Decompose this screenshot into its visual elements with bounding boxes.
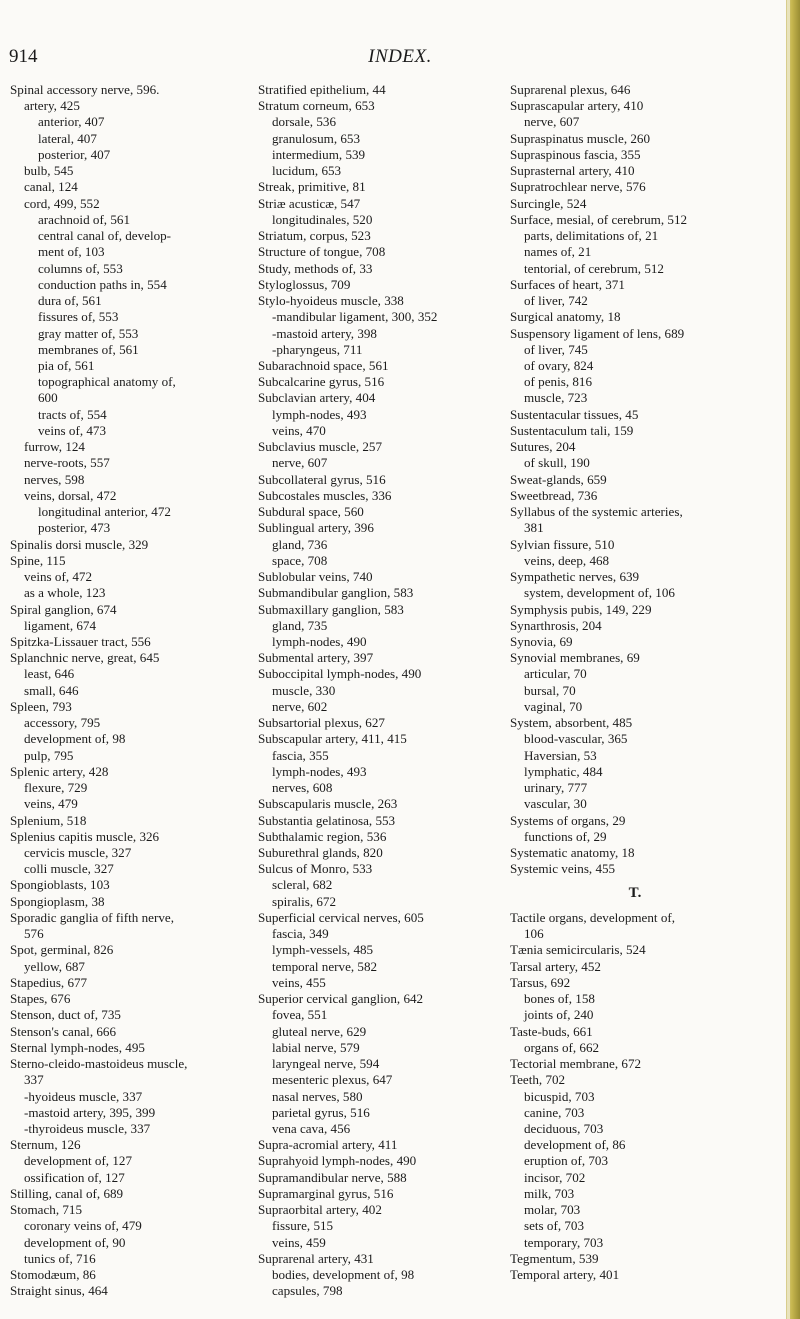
index-entry: Sublingual artery, 396 [258,520,374,536]
index-entry: Spongioplasm, 38 [10,893,105,909]
index-subentry: ossification of, 127 [24,1169,125,1185]
index-subentry: nerves, 608 [272,780,333,796]
index-entry: Spot, germinal, 826 [10,942,114,958]
index-subentry: flexure, 729 [24,780,88,796]
index-subentry: labial nerve, 579 [272,1039,360,1055]
index-subentry: lymphatic, 484 [524,763,603,779]
index-entry: Subscapular artery, 411, 415 [258,731,407,747]
index-subentry: names of, 21 [524,244,592,260]
index-entry: Spinal accessory nerve, 596. [10,82,160,97]
index-entry: Systematic anatomy, 18 [510,845,635,861]
index-entry: Symphysis pubis, 149, 229 [510,601,652,617]
index-subentry: posterior, 473 [38,520,111,536]
index-subentry: -mastoid artery, 395, 399 [24,1104,156,1120]
index-subentry: cervicis muscle, 327 [24,845,132,861]
index-subentry: fissure, 515 [272,1218,334,1234]
index-entry: Superior cervical ganglion, 642 [258,991,424,1007]
index-subentry: nerve, 607 [272,455,328,471]
index-entry: Tarsus, 692 [510,974,571,990]
index-subentry: development of, 90 [24,1234,126,1250]
index-subentry: scleral, 682 [272,877,333,893]
index-entry: Subcollateral gyrus, 516 [258,471,386,487]
index-entry: Taste-buds, 661 [510,1023,593,1039]
index-subentry: temporal nerve, 582 [272,958,378,974]
running-head: INDEX. [368,46,432,67]
index-entry: Submaxillary ganglion, 583 [258,601,404,617]
index-subentry: gray matter of, 553 [38,325,139,341]
index-entry: Straight sinus, 464 [10,1283,108,1299]
index-entry: Sternum, 126 [10,1137,81,1153]
index-entry: Stenson, duct of, 735 [10,1007,121,1023]
index-subentry: veins, 479 [24,796,78,812]
index-entry: Subthalamic region, 536 [258,828,387,844]
index-entry: System, absorbent, 485 [510,715,633,731]
index-entry: Subdural space, 560 [258,504,364,520]
index-entry: Synovial membranes, 69 [510,650,640,666]
index-entry: Stapes, 676 [10,991,71,1007]
index-entry: Stapedius, 677 [10,974,88,990]
index-subentry: tentorial, of cerebrum, 512 [524,260,664,276]
index-subentry: of penis, 816 [524,374,593,390]
index-entry: Sublobular veins, 740 [258,569,373,585]
index-entry: Sporadic ganglia of fifth nerve, [10,909,174,925]
index-subentry: gluteal nerve, 629 [272,1023,367,1039]
index-entry: Supramarginal gyrus, 516 [258,1185,394,1201]
index-subentry: system, development of, 106 [524,585,675,601]
index-subentry: lucidum, 653 [272,163,342,179]
index-entry: Stomach, 715 [10,1202,83,1218]
index-entry: Substantia gelatinosa, 553 [258,812,396,828]
index-entry: Spinalis dorsi muscle, 329 [10,536,149,552]
index-subentry: lymph-nodes, 490 [272,633,367,649]
index-entry: Superficial cervical nerves, 605 [258,909,424,925]
index-column-3 [510,82,780,1283]
index-subentry: pia of, 561 [38,357,95,373]
index-entry: Tegmentum, 539 [510,1250,599,1266]
index-subentry: conduction paths in, 554 [38,276,167,292]
index-subentry: joints of, 240 [524,1007,594,1023]
index-subentry: veins, dorsal, 472 [24,487,117,503]
index-subentry: development of, 86 [524,1137,626,1153]
index-entry: Splenic artery, 428 [10,763,109,779]
index-entry: Splanchnic nerve, great, 645 [10,650,160,666]
index-entry: Synovia, 69 [510,633,573,649]
index-subentry: 576 [24,926,44,942]
index-entry: Suprarenal plexus, 646 [510,82,631,97]
index-entry: Subclavius muscle, 257 [258,439,383,455]
index-subentry: ligament, 674 [24,617,97,633]
index-entry: Striæ acusticæ, 547 [258,195,361,211]
index-entry: Surfaces of heart, 371 [510,276,625,292]
index-subentry: arachnoid of, 561 [38,211,130,227]
index-subentry: nerve-roots, 557 [24,455,110,471]
index-subentry: bones of, 158 [524,991,595,1007]
index-subentry: fovea, 551 [272,1007,328,1023]
section-letter: T. [628,885,642,902]
index-entry: Supraorbital artery, 402 [258,1202,382,1218]
index-subentry: molar, 703 [524,1202,581,1218]
index-subentry: intermedium, 539 [272,146,366,162]
index-subentry: incisor, 702 [524,1169,586,1185]
index-entry: Tænia semicircularis, 524 [510,942,646,958]
index-entry: Subcalcarine gyrus, 516 [258,374,385,390]
index-entry: Stylo-hyoideus muscle, 338 [258,293,404,309]
index-entry: Supratrochlear nerve, 576 [510,179,646,195]
index-entry: Subcostales muscles, 336 [258,487,392,503]
index-subentry: tracts of, 554 [38,406,107,422]
index-entry: Syllabus of the systemic arteries, [510,504,683,520]
index-subentry: -hyoideus muscle, 337 [24,1088,143,1104]
index-subentry: as a whole, 123 [24,585,106,601]
index-subentry: urinary, 777 [524,780,588,796]
index-subentry: -mastoid artery, 398 [272,325,377,341]
index-subentry: articular, 70 [524,666,587,682]
index-entry: Subarachnoid space, 561 [258,357,389,373]
index-entry: Spine, 115 [10,552,66,568]
index-subentry: vascular, 30 [524,796,587,812]
index-subentry: veins, deep, 468 [524,552,610,568]
index-subentry: veins, 455 [272,974,326,990]
index-entry: Sylvian fissure, 510 [510,536,615,552]
index-entry: Systemic veins, 455 [510,861,616,877]
index-subentry: least, 646 [24,666,75,682]
index-subentry: granulosum, 653 [272,130,361,146]
index-entry: Styloglossus, 709 [258,276,351,292]
index-subentry: lymph-nodes, 493 [272,406,367,422]
index-entry: Sweetbread, 736 [510,487,598,503]
index-entry: Spitzka-Lissauer tract, 556 [10,633,151,649]
index-entry: Sustentaculum tali, 159 [510,422,634,438]
index-subentry: eruption of, 703 [524,1153,609,1169]
index-entry: Splenium, 518 [10,812,87,828]
index-subentry: of ovary, 824 [524,357,594,373]
index-subentry: bursal, 70 [524,682,576,698]
index-subentry: bulb, 545 [24,163,74,179]
index-subentry: bodies, development of, 98 [272,1267,415,1283]
index-subentry: functions of, 29 [524,828,607,844]
index-subentry: muscle, 330 [272,682,336,698]
index-entry: Spongioblasts, 103 [10,877,110,893]
index-entry: Striatum, corpus, 523 [258,228,371,244]
index-column-1 [10,82,258,1300]
index-entry: Surcingle, 524 [510,195,587,211]
index-subentry: temporary, 703 [524,1234,604,1250]
index-subentry: fascia, 349 [272,926,329,942]
index-subentry: columns of, 553 [38,260,123,276]
index-subentry: dura of, 561 [38,293,102,309]
index-subentry: gland, 735 [272,617,328,633]
index-entry: Stratified epithelium, 44 [258,82,386,97]
index-subentry: -mandibular ligament, 300, 352 [272,309,438,325]
index-subentry: space, 708 [272,552,328,568]
index-subentry: accessory, 795 [24,715,101,731]
index-entry: Tactile organs, development of, [510,909,676,925]
index-subentry: lateral, 407 [38,130,97,146]
index-subentry: coronary veins of, 479 [24,1218,142,1234]
index-subentry: vaginal, 70 [524,698,583,714]
index-entry: Synarthrosis, 204 [510,617,602,633]
index-entry: Sutures, 204 [510,439,576,455]
index-entry: Sustentacular tissues, 45 [510,406,639,422]
index-subentry: -pharyngeus, 711 [272,341,363,357]
index-entry: Spiral ganglion, 674 [10,601,117,617]
index-subentry: of liver, 742 [524,293,588,309]
index-entry: Suprascapular artery, 410 [510,98,644,114]
index-subentry: central canal of, develop- [38,228,172,244]
index-subentry: muscle, 723 [524,390,588,406]
index-entry: Splenius capitis muscle, 326 [10,828,160,844]
index-subentry: artery, 425 [24,98,80,114]
index-subentry: ment of, 103 [38,244,105,260]
index-subentry: spiralis, 672 [272,893,337,909]
index-entry: Suprahyoid lymph-nodes, 490 [258,1153,417,1169]
index-subentry: blood-vascular, 365 [524,731,628,747]
index-subentry: bicuspid, 703 [524,1088,595,1104]
index-subentry: laryngeal nerve, 594 [272,1056,380,1072]
index-subentry: veins of, 473 [38,422,107,438]
index-entry: Streak, primitive, 81 [258,179,366,195]
index-entry: Supraspinous fascia, 355 [510,146,641,162]
index-subentry: 381 [524,520,544,536]
index-subentry: posterior, 407 [38,146,111,162]
index-subentry: small, 646 [24,682,79,698]
index-entry: Systems of organs, 29 [510,812,626,828]
index-entry: Suburethral glands, 820 [258,845,383,861]
index-entry: Sympathetic nerves, 639 [510,569,640,585]
index-subentry: anterior, 407 [38,114,105,130]
index-subentry: parts, delimitations of, 21 [524,228,659,244]
index-entry: Study, methods of, 33 [258,260,373,276]
index-subentry: nerve, 607 [524,114,580,130]
index-entry: Submandibular ganglion, 583 [258,585,414,601]
index-subentry: development of, 127 [24,1153,132,1169]
index-entry: Sterno-cleido-mastoideus muscle, [10,1056,188,1072]
index-subentry: veins, 470 [272,422,326,438]
index-entry: Spleen, 793 [10,698,72,714]
index-subentry: 600 [38,390,58,406]
index-subentry: sets of, 703 [524,1218,585,1234]
index-subentry: furrow, 124 [24,439,85,455]
index-subentry: tunics of, 716 [24,1250,96,1266]
index-subentry: dorsale, 536 [272,114,336,130]
index-entry: Suprarenal artery, 431 [258,1250,374,1266]
index-entry: Suboccipital lymph-nodes, 490 [258,666,422,682]
index-entry: Supramandibular nerve, 588 [258,1169,407,1185]
index-subentry: topographical anatomy of, [38,374,176,390]
index-subentry: deciduous, 703 [524,1121,604,1136]
index-subentry: lymph-vessels, 485 [272,942,374,958]
index-subentry: nasal nerves, 580 [272,1088,363,1104]
page-number: 914 [9,46,38,67]
index-entry: Tarsal artery, 452 [510,958,601,974]
index-subentry: Haversian, 53 [524,747,597,763]
index-subentry: vena cava, 456 [272,1121,351,1136]
index-subentry: veins of, 472 [24,569,93,585]
index-subentry: parietal gyrus, 516 [272,1104,370,1120]
index-subentry: -thyroideus muscle, 337 [24,1121,151,1136]
index-subentry: mesenteric plexus, 647 [272,1072,393,1088]
index-subentry: fascia, 355 [272,747,329,763]
index-entry: Subsartorial plexus, 627 [258,715,385,731]
index-subentry: gland, 736 [272,536,328,552]
index-subentry: canine, 703 [524,1104,585,1120]
index-subentry: longitudinal anterior, 472 [38,504,171,520]
index-entry: Supraspinatus muscle, 260 [510,130,651,146]
index-subentry: fissures of, 553 [38,309,119,325]
index-subentry: capsules, 798 [272,1283,343,1299]
index-subentry: lymph-nodes, 493 [272,763,367,779]
index-entry: Teeth, 702 [510,1072,566,1088]
index-subentry: 106 [524,926,544,942]
index-entry: Submental artery, 397 [258,650,374,666]
index-entry: Subscapularis muscle, 263 [258,796,398,812]
index-entry: Subclavian artery, 404 [258,390,376,406]
index-entry: Tectorial membrane, 672 [510,1056,642,1072]
index-subentry: membranes of, 561 [38,341,139,357]
index-subentry: pulp, 795 [24,747,74,763]
index-subentry: nerves, 598 [24,471,85,487]
index-entry: Stratum corneum, 653 [258,98,375,114]
page-edge-highlight [787,0,790,1319]
index-entry: Surface, mesial, of cerebrum, 512 [510,211,688,227]
index-entry: Stilling, canal of, 689 [10,1185,124,1201]
index-subentry: longitudinales, 520 [272,211,373,227]
index-subentry: yellow, 687 [24,958,85,974]
index-subentry: organs of, 662 [524,1039,600,1055]
index-subentry: cord, 499, 552 [24,195,100,211]
index-entry: Sweat-glands, 659 [510,471,607,487]
index-subentry: development of, 98 [24,731,126,747]
index-subentry: milk, 703 [524,1185,575,1201]
index-entry: Structure of tongue, 708 [258,244,386,260]
index-subentry: 337 [24,1072,44,1088]
index-subentry: of liver, 745 [524,341,588,357]
index-entry: Stomodæum, 86 [10,1267,96,1283]
index-subentry: veins, 459 [272,1234,326,1250]
index-entry: Stenson's canal, 666 [10,1023,117,1039]
index-subentry: canal, 124 [24,179,78,195]
index-subentry: colli muscle, 327 [24,861,114,877]
index-column-2 [258,82,508,1300]
index-entry: Surgical anatomy, 18 [510,309,621,325]
index-entry: Sulcus of Monro, 533 [258,861,373,877]
index-entry: Sternal lymph-nodes, 495 [10,1039,145,1055]
index-entry: Temporal artery, 401 [510,1267,620,1283]
index-entry: Supra-acromial artery, 411 [258,1137,398,1153]
index-entry: Suprasternal artery, 410 [510,163,635,179]
index-subentry: nerve, 602 [272,698,328,714]
index-entry: Suspensory ligament of lens, 689 [510,325,685,341]
index-subentry: of skull, 190 [524,455,590,471]
